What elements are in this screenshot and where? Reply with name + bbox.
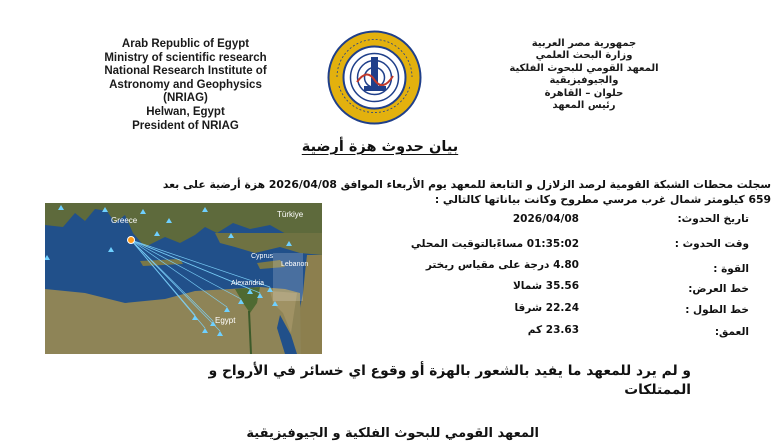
header-en-line: Ministry of scientific research	[104, 51, 267, 64]
label-depth: العمق:	[714, 326, 749, 338]
intro-line-1: سجلت محطات الشبكة القومية لرصد الزلازل و التابعة للمعهد يوم الأربعاء الموافق 2026/04/08 هزة أرضية على بعد	[162, 178, 771, 191]
label-time: وقت الحدوث :	[674, 238, 749, 250]
header-en-line: Arab Republic of Egypt	[121, 38, 250, 50]
value-magnitude: 4.80 درجة على مقياس ريختر	[425, 259, 579, 271]
header-ar-line: المعهد القومي للبحوث الفلكية	[509, 62, 659, 74]
page-title: بيان حدوث هزة أرضية	[301, 139, 459, 155]
intro-line-2: 659 كيلومتر شمال غرب مرسي مطروح وكانت بياناتها كالتالي :	[434, 193, 771, 206]
value-depth: 23.63 كم	[527, 324, 579, 336]
map-label-alexandria: Alexandria	[231, 280, 265, 287]
label-latitude: خط العرض:	[688, 283, 749, 295]
header-en-line: Astronomy and Geophysics	[109, 78, 262, 91]
label-magnitude: القوة :	[713, 263, 749, 275]
value-latitude: 35.56 شمالا	[512, 280, 579, 292]
nriag-seal-icon	[327, 30, 422, 125]
value-date: 2026/04/08	[512, 213, 579, 225]
label-longitude: خط الطول :	[685, 304, 749, 316]
header-ar-line: جمهورية مصر العربية	[531, 38, 637, 49]
header-english	[78, 38, 293, 133]
header-ar-line: والجيوفيزيقية	[549, 75, 619, 87]
header-en-line: (NRIAG)	[163, 92, 208, 105]
map-label-lebanon: Lebanon	[281, 261, 309, 268]
statement-line-2: الممتلكات	[624, 382, 691, 398]
footer-institute: المعهد القومي للبحوث الفلكية و الجيوفيزيقية	[246, 426, 539, 441]
value-time: 01:35:02 مساءًبالتوقيت المحلي	[410, 238, 579, 250]
map-label-cyprus: Cyprus	[251, 253, 274, 260]
epicenter-map	[45, 203, 322, 354]
header-ar-line: وزارة البحث العلمي	[535, 50, 633, 62]
epicenter-marker	[128, 237, 135, 244]
header-arabic	[484, 38, 684, 112]
header-ar-line: حلوان – القاهرة	[544, 87, 624, 99]
header-en-line: President of NRIAG	[132, 119, 239, 132]
header-ar-line: رئيس المعهد	[552, 100, 616, 112]
map-label-egypt: Egypt	[215, 316, 236, 325]
statement-line-1: و لم يرد للمعهد ما يفيد بالشعور بالهزة أو وقوع اي خسائر في الأرواح و	[208, 363, 691, 379]
map-label-greece: Greece	[111, 216, 138, 225]
map-label-turkiye: Türkiye	[277, 210, 304, 219]
label-date: تاريخ الحدوث:	[677, 213, 749, 225]
header-en-line: Helwan, Egypt	[146, 105, 225, 118]
value-longitude: 22.24 شرقا	[514, 302, 579, 314]
header-en-line: National Research Institute of	[104, 65, 267, 78]
